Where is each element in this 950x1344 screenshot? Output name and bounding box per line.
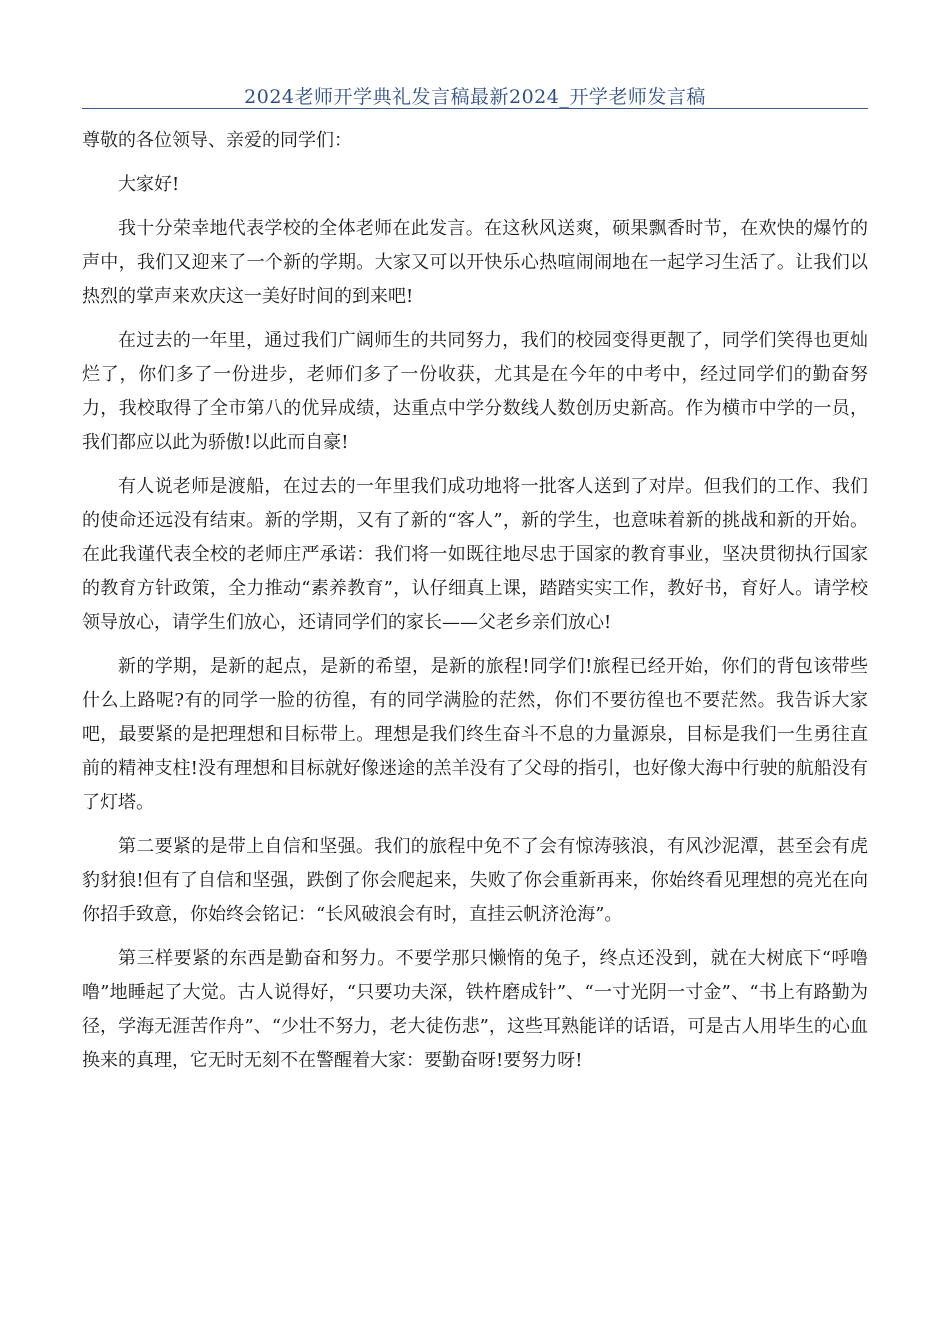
title-divider [82, 108, 868, 109]
greeting: 大家好! [118, 174, 180, 195]
paragraph-2: 在过去的一年里，通过我们广阔师生的共同努力，我们的校园变得更靓了，同学们笑得也更灿烂了，你们多了一份进步，老师们多了一份收获，尤其是在今年的中考中，经过同学们的勤奋努力，我校取得了全市第八的优异成绩，达重点中学分数线人数创历史新高。作为横市中学的一员，我们都应以此为骄傲!以此而自豪! [82, 330, 868, 453]
paragraph-4: 新的学期，是新的起点，是新的希望，是新的旅程!同学们!旅程已经开始，你们的背包该带些什么上路呢?有的同学一脸的彷徨，有的同学满脸的茫然，你们不要彷徨也不要茫然。我告诉大家吧，最要紧的是把理想和目标带上。理想是我们终生奋斗不息的力量源泉，目标是我们一生勇往直前的精神支柱!没有理想和目标就好像迷途的羔羊没有了父母的指引，也好像大海中行驶的航船没有了灯塔。 [82, 656, 868, 813]
paragraph-5: 第二要紧的是带上自信和坚强。我们的旅程中免不了会有惊涛骇浪，有风沙泥潭，甚至会有虎豹豺狼!但有了自信和坚强，跌倒了你会爬起来，失败了你会重新再来，你始终看见理想的亮光在向你招手致意，你始终会铭记：“长风破浪会有时，直挂云帆济沧海”。 [82, 836, 868, 925]
document-title: 2024老师开学典礼发言稿最新2024_开学老师发言稿 [244, 86, 706, 108]
paragraph-6: 第三样要紧的东西是勤奋和努力。不要学那只懒惰的兔子，终点还没到，就在大树底下“呼噜噜”地睡起了大觉。古人说得好，“只要功夫深，铁杵磨成针”、“一寸光阴一寸金”、“书上有路勤为径，学海无涯苦作舟”、“少壮不努力，老大徒伤悲”，这些耳熟能详的话语，可是古人用毕生的心血换来的真理，它无时无刻不在警醒着大家：要勤奋呀!要努力呀! [82, 948, 868, 1071]
paragraph-1: 我十分荣幸地代表学校的全体老师在此发言。在这秋风送爽，硕果飘香时节，在欢快的爆竹的声中，我们又迎来了一个新的学期。大家又可以开快乐心热喧闹闹地在一起学习生活了。让我们以热烈的掌声来欢庆这一美好时间的到来吧! [82, 218, 868, 307]
document-body [82, 124, 868, 1088]
paragraph-3: 有人说老师是渡船，在过去的一年里我们成功地将一批客人送到了对岸。但我们的工作、我们的使命还远没有结束。新的学期，又有了新的“客人”，新的学生，也意味着新的挑战和新的开始。在此我谨代表全校的老师庄严承诺：我们将一如既往地尽忠于国家的教育事业，坚决贯彻执行国家的教育方针政策，全力推动“素养教育”，认仔细真上课，踏踏实实工作，教好书，育好人。请学校领导放心，请学生们放心，还请同学们的家长——父老乡亲们放心! [82, 476, 868, 633]
salutation: 尊敬的各位领导、亲爱的同学们： [82, 130, 352, 151]
